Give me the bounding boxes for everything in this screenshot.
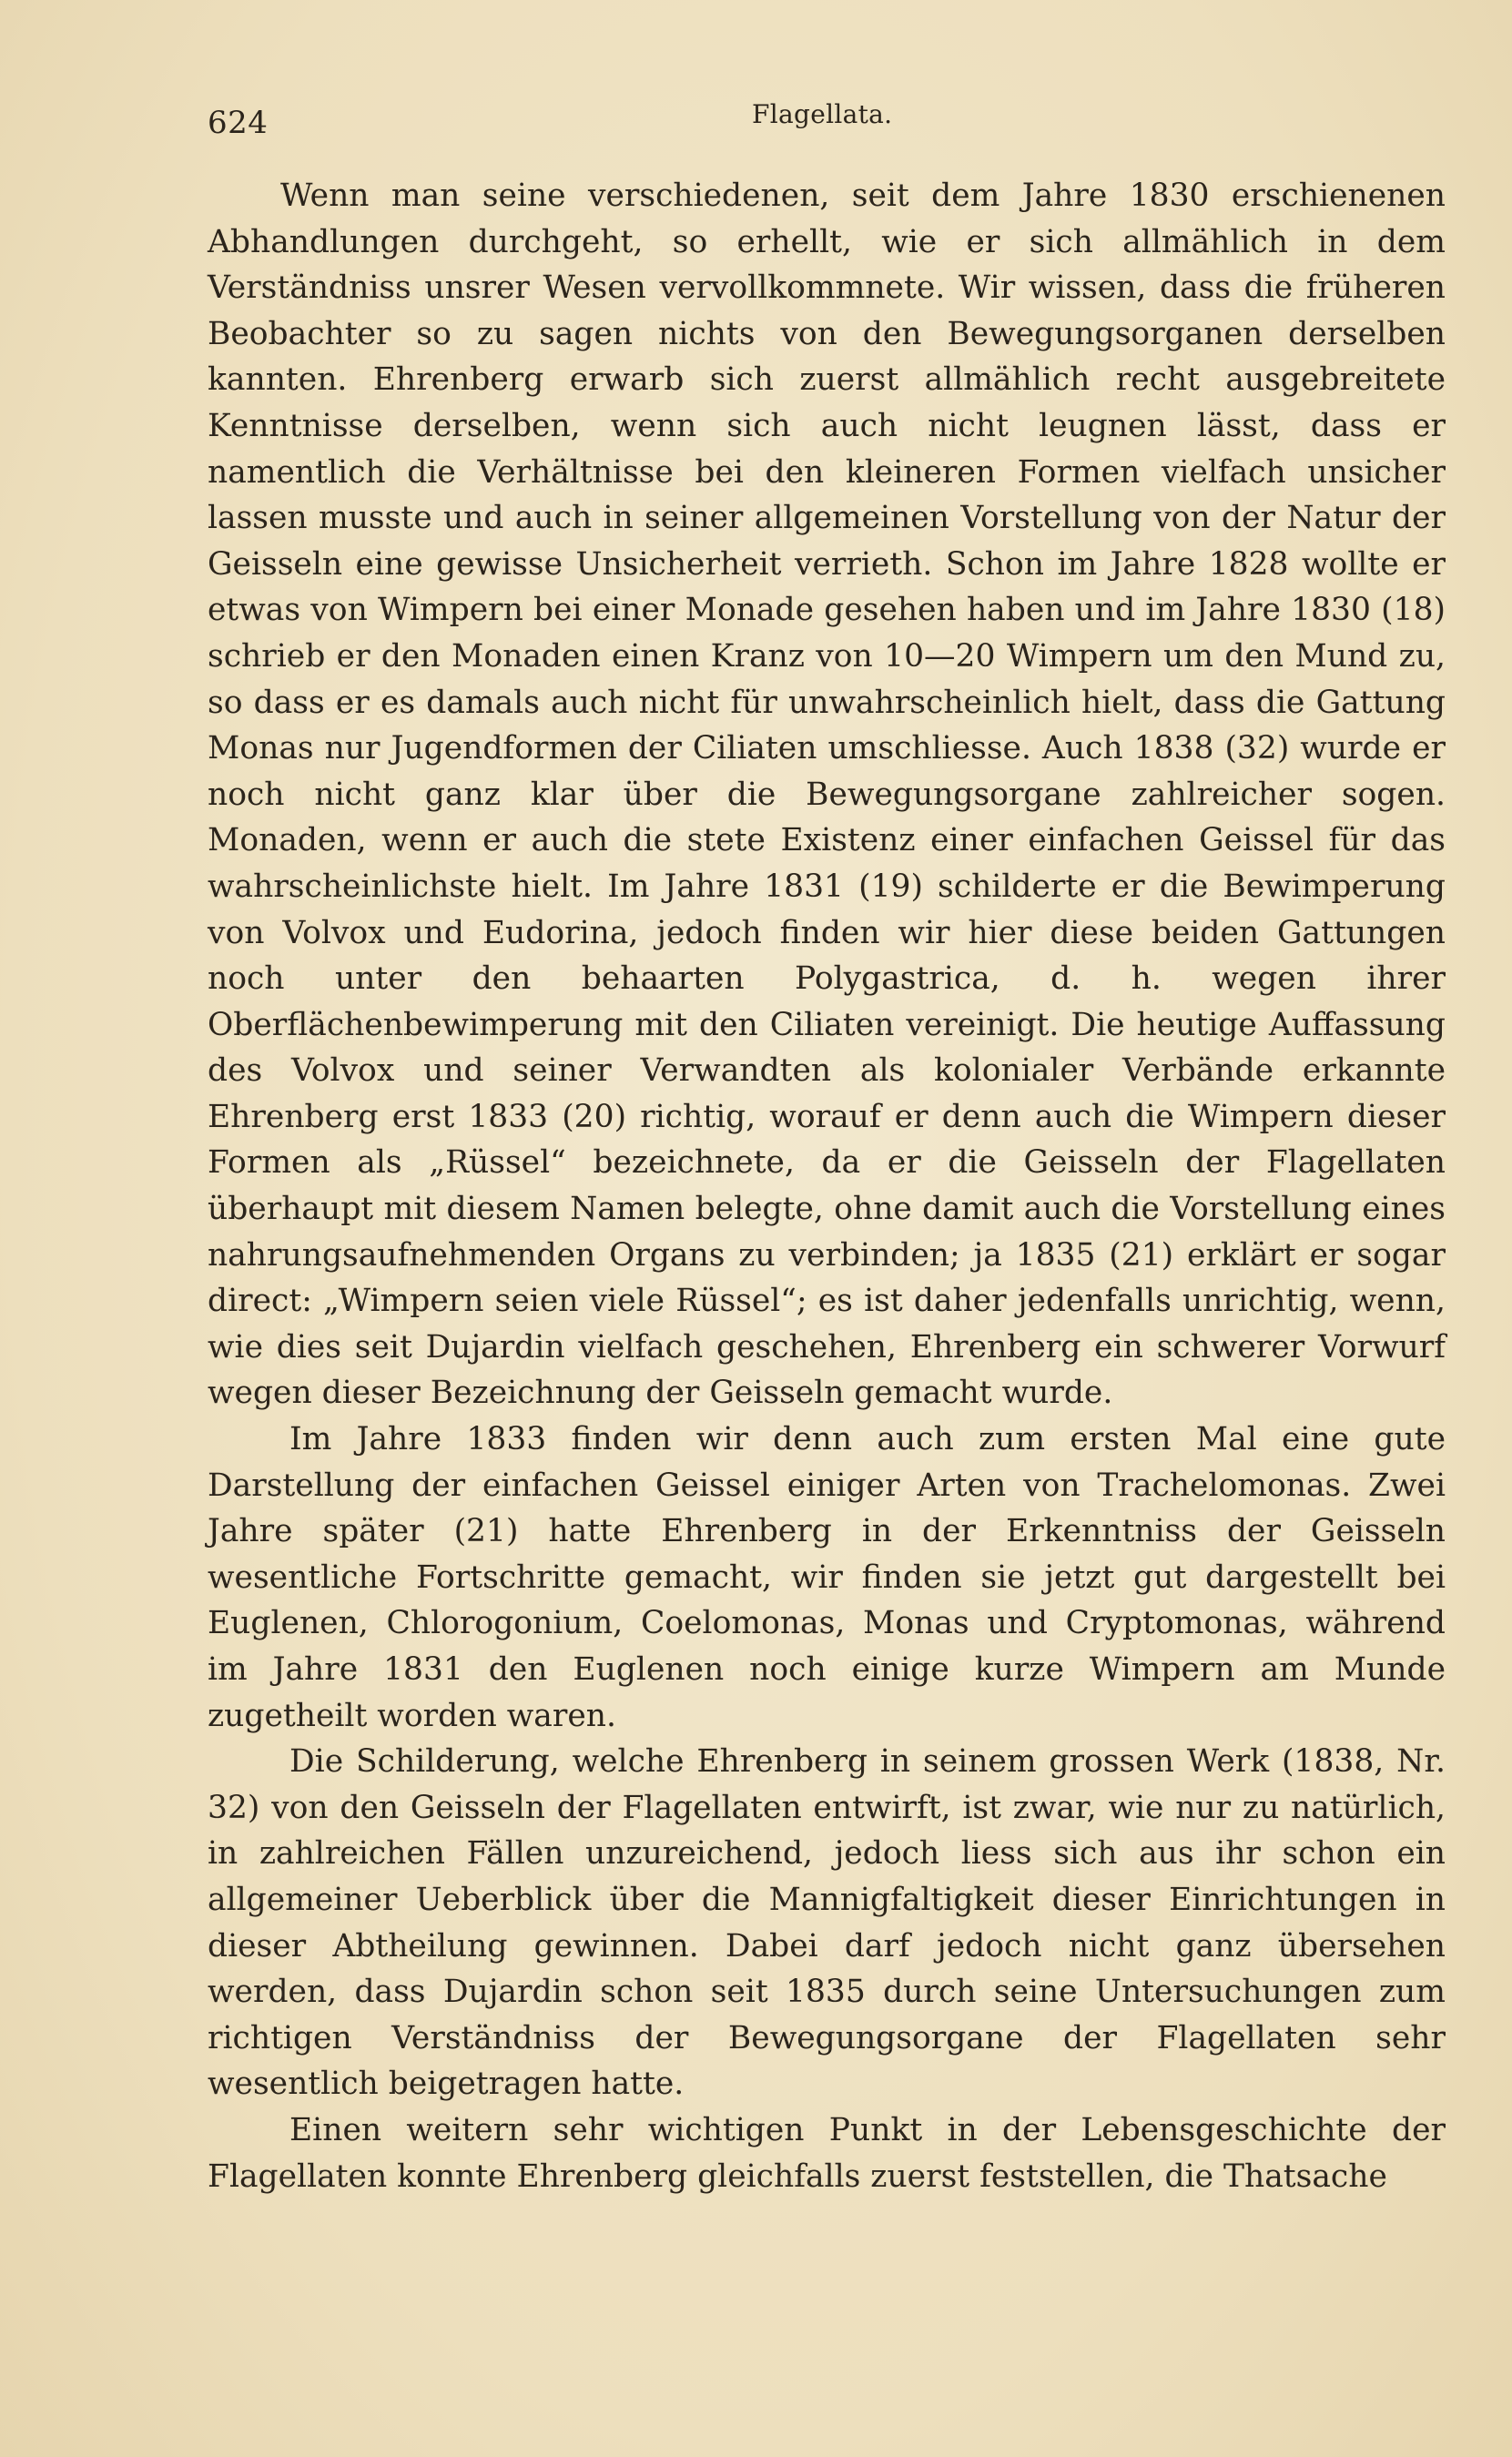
paragraph-3: Die Schilderung, welche Ehrenberg in seinem grossen Werk (1838, Nr. 32) von den Geisseln der Flagellaten entwirft, ist zwar, wie nur zu natürlich, in zahlreichen Fällen unzureichend, jedoch liess sich aus ihr schon ein allgemeiner Ueberblick über die Mannigfaltigkeit dieser Einrichtungen in dieser Abtheilung gewinnen. Dabei darf jedoch nicht ganz übersehen werden, dass Dujardin schon seit 1835 durch seine Untersuchungen zum richtigen Verständniss der Bewegungsorgane der Flagellaten sehr wesentlich beigetragen hatte. xyxy=(208,1743,1446,2103)
body-text xyxy=(208,173,1446,2199)
page-number: 624 xyxy=(208,105,269,141)
paragraph-1: Wenn man seine verschiedenen, seit dem Jahre 1830 erschienenen Abhandlungen durchgeht, so erhellt, wie er sich allmählich in dem Verständniss unsrer Wesen vervollkommnete. Wir wissen, dass die früheren Beobachter so zu sagen nichts von den Bewegungsorganen derselben kannten. Ehrenberg erwarb sich zuerst allmählich recht ausgebreitete Kenntnisse derselben, wenn sich auch nicht leugnen lässt, dass er namentlich die Verhältnisse bei den kleineren Formen vielfach unsicher lassen musste und auch in seiner allgemeinen Vorstellung von der Natur der Geisseln eine gewisse Unsicherheit verrieth. Schon im Jahre 1828 wollte er etwas von Wimpern bei einer Monade gesehen haben und im Jahre 1830 (18) schrieb er den Monaden einen Kranz von 10—20 Wimpern um den Mund zu, so dass er es damals auch nicht für unwahrscheinlich hielt, dass die Gattung Monas nur Jugendformen der Ciliaten umschliesse. Auch 1838 (32) wurde er noch nicht ganz klar über die Bewegungsorgane zahlreicher sogen. Monaden, wenn er auch die stete Existenz einer einfachen Geissel für das wahrscheinlichste hielt. Im Jahre 1831 (19) schilderte er die Bewimperung von Volvox und Eudorina, jedoch finden wir hier diese beiden Gattungen noch unter den behaarten Polygastrica, d. h. wegen ihrer Oberflächenbewimperung mit den Ciliaten vereinigt. Die heutige Auffassung des Volvox und seiner Verwandten als kolonialer Verbände erkannte Ehrenberg erst 1833 (20) richtig, worauf er denn auch die Wimpern dieser Formen als „Rüssel“ bezeichnete, da er die Geisseln der Flagellaten überhaupt mit diesem Namen belegte, ohne damit auch die Vorstellung eines nahrungsaufnehmenden Organs zu verbinden; ja 1835 (21) erklärt er sogar direct: „Wimpern seien viele Rüssel“; es ist daher jedenfalls unrichtig, wenn, wie dies seit Dujardin vielfach geschehen, Ehrenberg ein schwerer Vorwurf wegen dieser Bezeichnung der Geisseln gemacht wurde. xyxy=(208,178,1446,1412)
paragraph-2: Im Jahre 1833 finden wir denn auch zum ersten Mal eine gute Darstellung der einfachen Geissel einiger Arten von Trachelomonas. Zwei Jahre später (21) hatte Ehrenberg in der Erkenntniss der Geisseln wesentliche Fortschritte gemacht, wir finden sie jetzt gut dargestellt bei Euglenen, Chlorogonium, Coelomonas, Monas und Cryptomonas, während im Jahre 1831 den Euglenen noch einige kurze Wimpern am Munde zugetheilt worden waren. xyxy=(208,1421,1446,1734)
paragraph-4: Einen weitern sehr wichtigen Punkt in der Lebensgeschichte der Flagellaten konnte Ehrenberg gleichfalls zuerst feststellen, die Thatsache xyxy=(208,2111,1446,2195)
running-title: Flagellata. xyxy=(752,99,893,129)
